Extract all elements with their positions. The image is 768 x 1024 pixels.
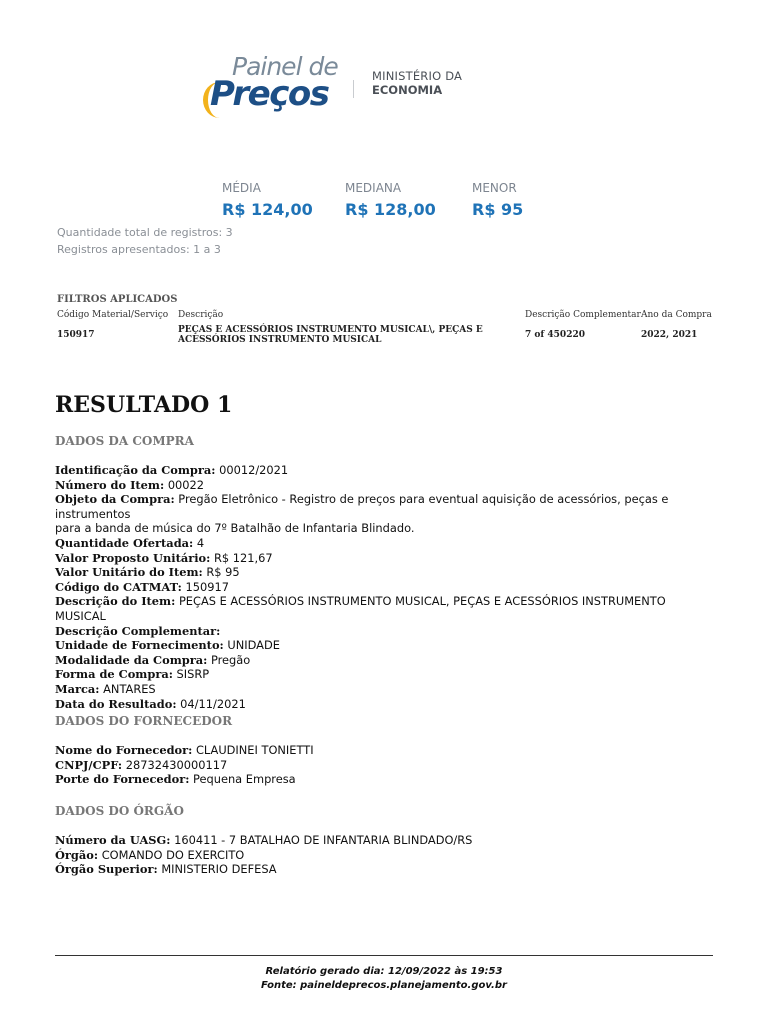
detail-row: Nome do Fornecedor: CLAUDINEI TONIETTI xyxy=(55,743,314,757)
filter-header-codigo: Código Material/Serviço xyxy=(57,310,169,320)
detail-row: Valor Unitário do Item: R$ 95 xyxy=(55,565,240,580)
filter-header-complementar: Descrição Complementar xyxy=(525,310,641,320)
detail-row: Número do Item: 00022 xyxy=(55,477,205,492)
mediana-value: R$ 128,00 xyxy=(345,200,436,219)
detail-row: Descrição do Item: PEÇAS E ACESSÓRIOS INSTRUMENTO MUSICAL, PEÇAS E ACESSÓRIOS INSTRUMENTO xyxy=(55,594,666,609)
section-dados-orgao: DADOS DO ÓRGÃO xyxy=(55,804,184,818)
filter-header-ano: Ano da Compra xyxy=(641,310,712,320)
detail-row: Descrição Complementar: xyxy=(55,623,221,638)
filter-header-descricao: Descrição xyxy=(178,310,224,320)
media-value: R$ 124,00 xyxy=(222,200,313,219)
records-shown: Registros apresentados: 1 a 3 xyxy=(57,243,221,256)
filter-value-codigo: 150917 xyxy=(57,330,95,340)
detail-row: Quantidade Ofertada: 4 xyxy=(55,535,205,550)
compra-details xyxy=(55,463,715,711)
footer-divider xyxy=(55,955,713,956)
media-label: MÉDIA xyxy=(222,181,261,195)
detail-row: Órgão Superior: MINISTERIO DEFESA xyxy=(55,862,277,877)
detail-row: Código do CATMAT: 150917 xyxy=(55,579,229,594)
records-total: Quantidade total de registros: 3 xyxy=(57,226,233,239)
detail-row-continuation: para a banda de música do 7º Batalhão de Infantaria Blindado. xyxy=(55,521,415,536)
detail-row: Objeto da Compra: Pregão Eletrônico - Registro de preços para eventual aquisição de acessórios, peças e instrumentos xyxy=(55,492,669,521)
filters-title: FILTROS APLICADOS xyxy=(57,294,178,305)
detail-row: Porte do Fornecedor: Pequena Empresa xyxy=(55,772,296,787)
mediana-label: MEDIANA xyxy=(345,181,402,195)
detail-row: Modalidade da Compra: Pregão xyxy=(55,652,251,667)
orgao-details xyxy=(55,833,715,877)
ministry-name-line1: MINISTÉRIO DA xyxy=(372,69,463,83)
section-dados-fornecedor: DADOS DO FORNECEDOR xyxy=(55,714,233,728)
detail-row: Unidade de Fornecimento: UNIDADE xyxy=(55,638,280,653)
fornecedor-details xyxy=(55,743,715,787)
detail-row: Órgão: COMANDO DO EXERCITO xyxy=(55,847,245,862)
result-title: RESULTADO 1 xyxy=(55,392,233,418)
ministry-name-line2: ECONOMIA xyxy=(372,83,443,97)
detail-row: CNPJ/CPF: 28732430000117 xyxy=(55,757,228,772)
detail-row: Data do Resultado: 04/11/2021 xyxy=(55,696,246,711)
detail-row: Forma de Compra: SISRP xyxy=(55,667,210,682)
detail-row: Identificação da Compra: 00012/2021 xyxy=(55,463,289,477)
menor-value: R$ 95 xyxy=(472,200,524,219)
filter-value-ano: 2022, 2021 xyxy=(641,330,698,340)
logo-precos-text: Preços xyxy=(210,74,329,114)
filter-value-complementar: 7 of 450220 xyxy=(525,330,585,340)
filter-value-descricao-1: PEÇAS E ACESSÓRIOS INSTRUMENTO MUSICAL\, PEÇAS E xyxy=(178,325,483,335)
footer-source: Fonte: paineldeprecos.planejamento.gov.br xyxy=(261,980,507,991)
detail-row: Valor Proposto Unitário: R$ 121,67 xyxy=(55,550,273,565)
logo-divider xyxy=(353,80,354,98)
detail-row: Marca: ANTARES xyxy=(55,681,156,696)
detail-row: Número da UASG: 160411 - 7 BATALHAO DE INFANTARIA BLINDADO/RS xyxy=(55,833,473,847)
logo-painel-text: Painel de xyxy=(232,52,338,81)
footer-generated: Relatório gerado dia: 12/09/2022 às 19:53 xyxy=(265,966,503,977)
section-dados-compra: DADOS DA COMPRA xyxy=(55,434,194,448)
detail-row-continuation: MUSICAL xyxy=(55,608,106,623)
menor-label: MENOR xyxy=(472,181,517,195)
filter-value-descricao-2: ACESSÓRIOS INSTRUMENTO MUSICAL xyxy=(178,335,382,345)
